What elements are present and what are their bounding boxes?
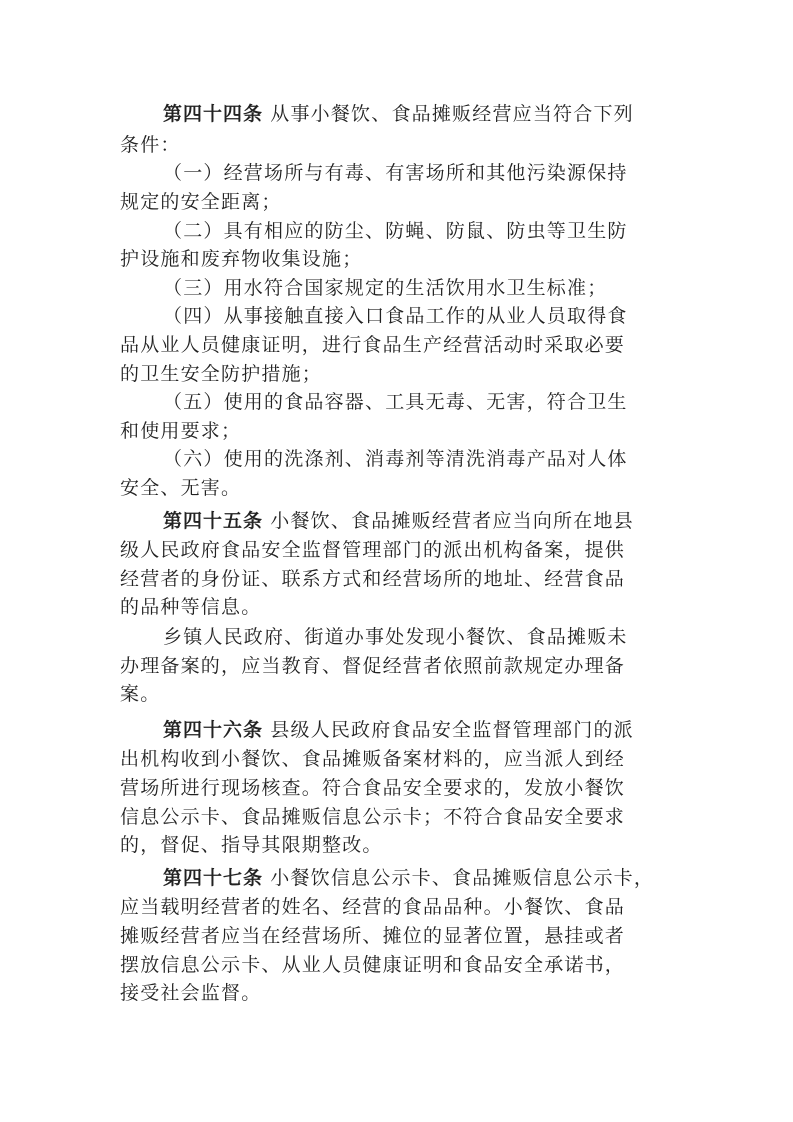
article-44-item-5: （五）使用的食品容器、工具无毒、无害，符合卫生	[163, 391, 628, 413]
article-46-line: 营场所进行现场核查。符合食品安全要求的，发放小餐饮	[120, 777, 626, 799]
article-heading: 第四十四条	[163, 103, 264, 125]
article-44-item-2-cont: 护设施和废弃物收集设施；	[120, 248, 363, 270]
article-45-line: 案。	[120, 683, 161, 705]
article-47-line: 摆放信息公示卡、从业人员健康证明和食品安全承诺书，	[120, 954, 626, 976]
article-44-item-4-cont: 的卫生安全防护措施；	[120, 363, 323, 385]
article-45-line: 办理备案的，应当教育、督促经营者依照前款规定办理备	[120, 655, 626, 677]
article-47-line: 接受社会监督。	[120, 982, 262, 1004]
article-47-line: 摊贩经营者应当在经营场所、摊位的显著位置，悬挂或者	[120, 925, 626, 947]
article-46-line: 信息公示卡、食品摊贩信息公示卡；不符合食品安全要求	[120, 806, 626, 828]
article-heading: 第四十七条	[163, 867, 264, 889]
article-47-line: 应当载明经营者的姓名、经营的食品品种。小餐饮、食品	[120, 896, 626, 918]
article-44-item-4: （四）从事接触直接入口食品工作的从业人员取得食	[163, 305, 628, 327]
article-44-line-2: 条件：	[120, 134, 181, 156]
article-45-line: 级人民政府食品安全监督管理部门的派出机构备案，提供	[120, 539, 626, 561]
article-44-item-2: （二）具有相应的防尘、防蝇、防鼠、防虫等卫生防	[163, 220, 628, 242]
article-46-line: 出机构收到小餐饮、食品摊贩备案材料的，应当派人到经	[120, 748, 626, 770]
article-45-line-1: 第四十五条 小餐饮、食品摊贩经营者应当向所在地县	[163, 510, 634, 532]
article-heading: 第四十六条	[163, 719, 264, 741]
article-44-item-5-cont: 和使用要求；	[120, 420, 242, 442]
article-44-item-3: （三）用水符合国家规定的生活饮用水卫生标准；	[163, 277, 608, 299]
article-45-para-2: 乡镇人民政府、街道办事处发现小餐饮、食品摊贩未	[163, 626, 628, 648]
article-44-item-6: （六）使用的洗涤剂、消毒剂等清洗消毒产品对人体	[163, 448, 628, 470]
article-44-item-1-cont: 规定的安全距离；	[120, 191, 282, 213]
article-45-line: 经营者的身份证、联系方式和经营场所的地址、经营食品	[120, 568, 626, 590]
article-46-line-1: 第四十六条 县级人民政府食品安全监督管理部门的派	[163, 719, 634, 741]
article-47-line-1: 第四十七条 小餐饮信息公示卡、食品摊贩信息公示卡，	[163, 867, 655, 889]
article-44-item-4-cont: 品从业人员健康证明，进行食品生产经营活动时采取必要	[120, 334, 626, 356]
article-46-line: 的，督促、指导其限期整改。	[120, 834, 383, 856]
article-45-line: 的品种等信息。	[120, 596, 262, 618]
article-44-item-1: （一）经营场所与有毒、有害场所和其他污染源保持	[163, 162, 628, 184]
article-44-line-1: 第四十四条 从事小餐饮、食品摊贩经营应当符合下列	[163, 103, 634, 125]
article-heading: 第四十五条	[163, 510, 264, 532]
article-44-item-6-cont: 安全、无害。	[120, 477, 242, 499]
